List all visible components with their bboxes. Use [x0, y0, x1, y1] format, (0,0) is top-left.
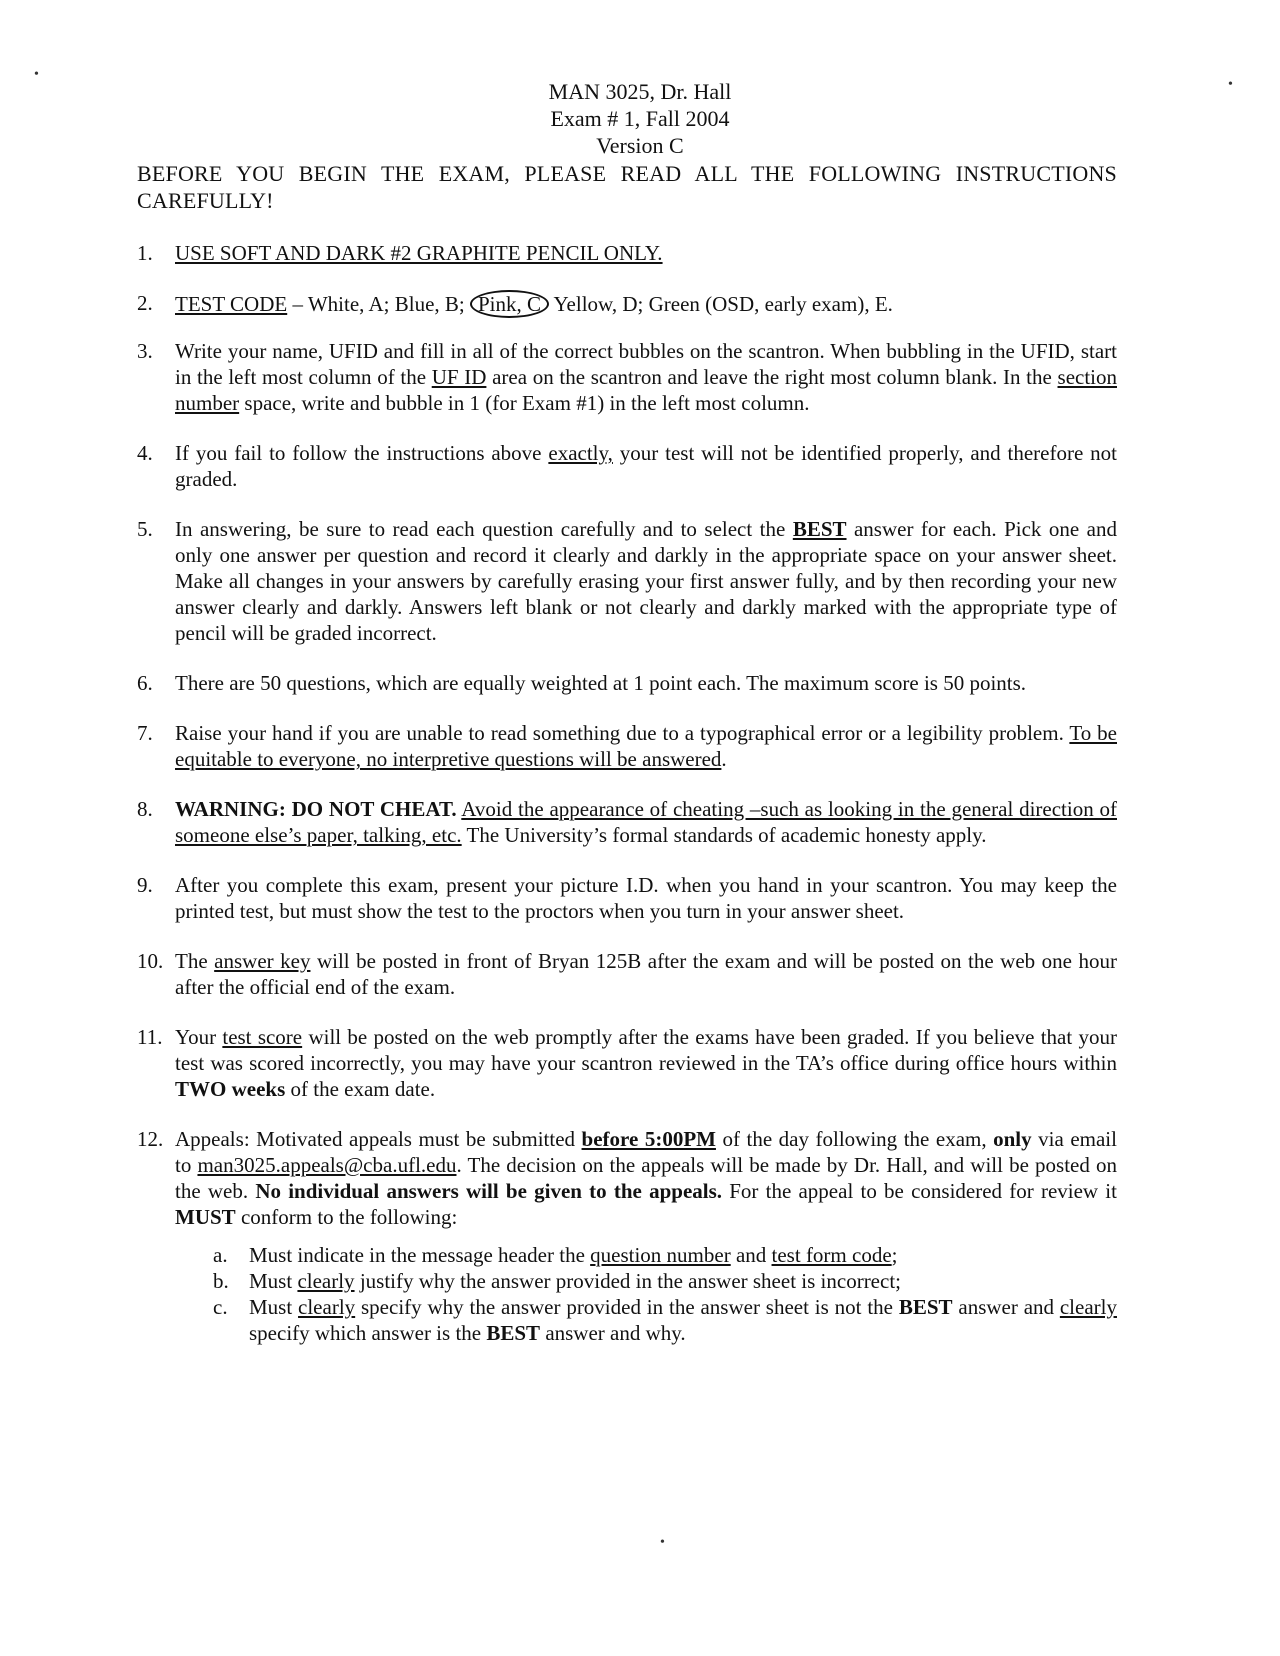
- item-text: If you fail to follow the instructions above: [175, 441, 549, 465]
- item-bold: BEST: [898, 1295, 953, 1319]
- appeal-requirements: [213, 1242, 1117, 1346]
- item-text: answer and why.: [540, 1321, 686, 1345]
- item-text: area on the scantron and leave the right most column blank. In the: [486, 365, 1058, 389]
- item-number: 1.: [137, 241, 153, 265]
- instruction-item-3: [137, 338, 1117, 416]
- item-underline: To be equitable to everyone, no interpretive questions will be answered: [175, 721, 1117, 771]
- scan-speck: •: [34, 67, 39, 82]
- item-text: The: [175, 949, 215, 973]
- sub-letter: a.: [213, 1243, 228, 1267]
- item-number: 12.: [137, 1127, 164, 1151]
- item-text: Write your name, UFID and fill in all of the correct bubbles on the scantron. When bubbling in the UFID, start in the left most column of the: [175, 339, 1117, 389]
- appeal-requirement-b: [213, 1268, 1117, 1294]
- item-text: conform to the following:: [235, 1205, 458, 1229]
- instruction-item-12: [137, 1126, 1117, 1346]
- appeal-requirement-a: [213, 1242, 1117, 1268]
- item-text: answer and: [952, 1295, 1060, 1319]
- item-text: your test will not be identified properly, and therefore not graded.: [175, 441, 1117, 491]
- instruction-item-4: [137, 440, 1117, 492]
- item-number: 10.: [137, 949, 164, 973]
- item-number: 2.: [137, 291, 153, 315]
- item-text: Must: [249, 1295, 299, 1319]
- sub-letter: b.: [213, 1269, 229, 1293]
- exam-version: Version C: [596, 133, 684, 158]
- item-text: via email to: [175, 1127, 1117, 1177]
- item-text: specify which answer is the: [249, 1321, 487, 1345]
- item-text: . The decision on the appeals will be made by Dr. Hall, and will be posted on the web.: [175, 1153, 1117, 1203]
- item-bold: BEST: [792, 517, 847, 541]
- item-underline: answer key: [214, 949, 311, 973]
- item-text: justify why the answer provided in the answer sheet is incorrect;: [354, 1269, 901, 1293]
- item-bold: only: [993, 1127, 1032, 1151]
- item-underline: test form code: [771, 1243, 892, 1267]
- sub-letter: c.: [213, 1295, 228, 1319]
- instruction-item-8: [137, 796, 1117, 848]
- item-text: For the appeal to be considered for review it: [722, 1179, 1117, 1203]
- item-text: In answering, be sure to read each question carefully and to select the: [175, 517, 793, 541]
- instruction-item-11: [137, 1024, 1117, 1102]
- item-text: Your: [175, 1025, 223, 1049]
- instruction-item-5: [137, 516, 1117, 646]
- item-number: 7.: [137, 721, 153, 745]
- instruction-item-9: [137, 872, 1117, 924]
- item-text: answer for each. Pick one and only one answer per question and record it clearly and darkly in the appropriate space on your answer sheet. Make all changes in your answers by carefully erasing your first answer fully, and by then recording your new answer clearly and darkly. Answers left blank or not clearly and darkly marked with the appropriate type of pencil will be graded incorrect.: [175, 517, 1117, 645]
- item-number: 6.: [137, 671, 153, 695]
- item-text: specify why the answer provided in the answer sheet is not the: [355, 1295, 899, 1319]
- item-text: ;: [891, 1243, 898, 1267]
- instruction-item-6: [137, 670, 1117, 696]
- instruction-list: [137, 240, 1117, 1346]
- item-text: After you complete this exam, present your picture I.D. when you hand in your scantron. You may keep the printed test, but must show the test to the proctors when you turn in your answer sheet.: [175, 873, 1117, 923]
- item-underline: section number: [175, 365, 1117, 415]
- warning-text: WARNING: DO NOT CHEAT.: [175, 797, 457, 821]
- intro-warning: BEFORE YOU BEGIN THE EXAM, PLEASE READ ALL THE FOLLOWING INSTRUCTIONS CAREFULLY!: [137, 161, 1117, 213]
- item-text: The University’s formal standards of academic honesty apply.: [461, 823, 987, 847]
- item-text: and: [730, 1243, 772, 1267]
- item-underline: UF ID: [431, 365, 487, 389]
- item-text: Must: [249, 1269, 298, 1293]
- item-text: Yellow, D; Green (OSD, early exam), E.: [549, 292, 893, 316]
- item-text: – White, A; Blue, B;: [287, 292, 470, 316]
- item-number: 5.: [137, 517, 153, 541]
- item-bold: No individual answers will be given to the appeals.: [255, 1179, 723, 1203]
- item-underline: clearly: [297, 1269, 355, 1293]
- scan-speck: •: [660, 1535, 665, 1550]
- item-text: USE SOFT AND DARK #2 GRAPHITE PENCIL ONLY.: [175, 241, 663, 265]
- item-text: Must indicate in the message header the: [249, 1243, 591, 1267]
- deadline-text: before 5:00PM: [581, 1127, 716, 1151]
- item-text: will be posted in front of Bryan 125B after the exam and will be posted on the web one hour after the official end of the exam.: [175, 949, 1117, 999]
- circled-test-code: Pink, C: [470, 290, 549, 318]
- item-underline: clearly: [1059, 1295, 1117, 1319]
- scan-speck: •: [1228, 77, 1233, 92]
- appeal-requirement-c: [213, 1294, 1117, 1346]
- item-number: 11.: [137, 1025, 163, 1049]
- test-code-label: TEST CODE: [175, 292, 288, 316]
- item-text: Appeals: Motivated appeals must be submitted: [175, 1127, 582, 1151]
- item-text: of the exam date.: [285, 1077, 436, 1101]
- item-number: 4.: [137, 441, 153, 465]
- appeals-email[interactable]: man3025.appeals@cba.ufl.edu: [197, 1153, 457, 1177]
- item-bold: BEST: [486, 1321, 541, 1345]
- item-text: .: [721, 747, 727, 771]
- item-underline: exactly,: [548, 441, 613, 465]
- course-title: MAN 3025, Dr. Hall: [548, 79, 732, 104]
- item-text: of the day following the exam,: [715, 1127, 994, 1151]
- item-number: 8.: [137, 797, 153, 821]
- item-underline: test score: [222, 1025, 303, 1049]
- exam-header: [0, 78, 1280, 159]
- item-bold: TWO weeks: [175, 1077, 286, 1101]
- instruction-item-2: [137, 290, 1117, 318]
- item-underline: question number: [590, 1243, 731, 1267]
- item-text: will be posted on the web promptly after the exams have been graded. If you believe that your test was scored incorrectly, you may have your scantron reviewed in the TA’s office during office hours within: [175, 1025, 1117, 1075]
- instruction-item-10: [137, 948, 1117, 1000]
- item-number: 3.: [137, 339, 153, 363]
- item-underline: clearly: [298, 1295, 356, 1319]
- exam-title: Exam # 1, Fall 2004: [550, 106, 730, 131]
- item-text: space, write and bubble in 1 (for Exam #1) in the left most column.: [239, 391, 810, 415]
- item-text: Raise your hand if you are unable to read something due to a typographical error or a legibility problem.: [175, 721, 1070, 745]
- instruction-item-7: [137, 720, 1117, 772]
- item-number: 9.: [137, 873, 153, 897]
- item-text: There are 50 questions, which are equally weighted at 1 point each. The maximum score is 50 points.: [175, 671, 1027, 695]
- instruction-item-1: [137, 240, 1117, 266]
- item-bold: MUST: [175, 1205, 236, 1229]
- item-underline: Avoid the appearance of cheating –such as looking in the general direction of someone else’s paper, talking, etc.: [175, 797, 1117, 847]
